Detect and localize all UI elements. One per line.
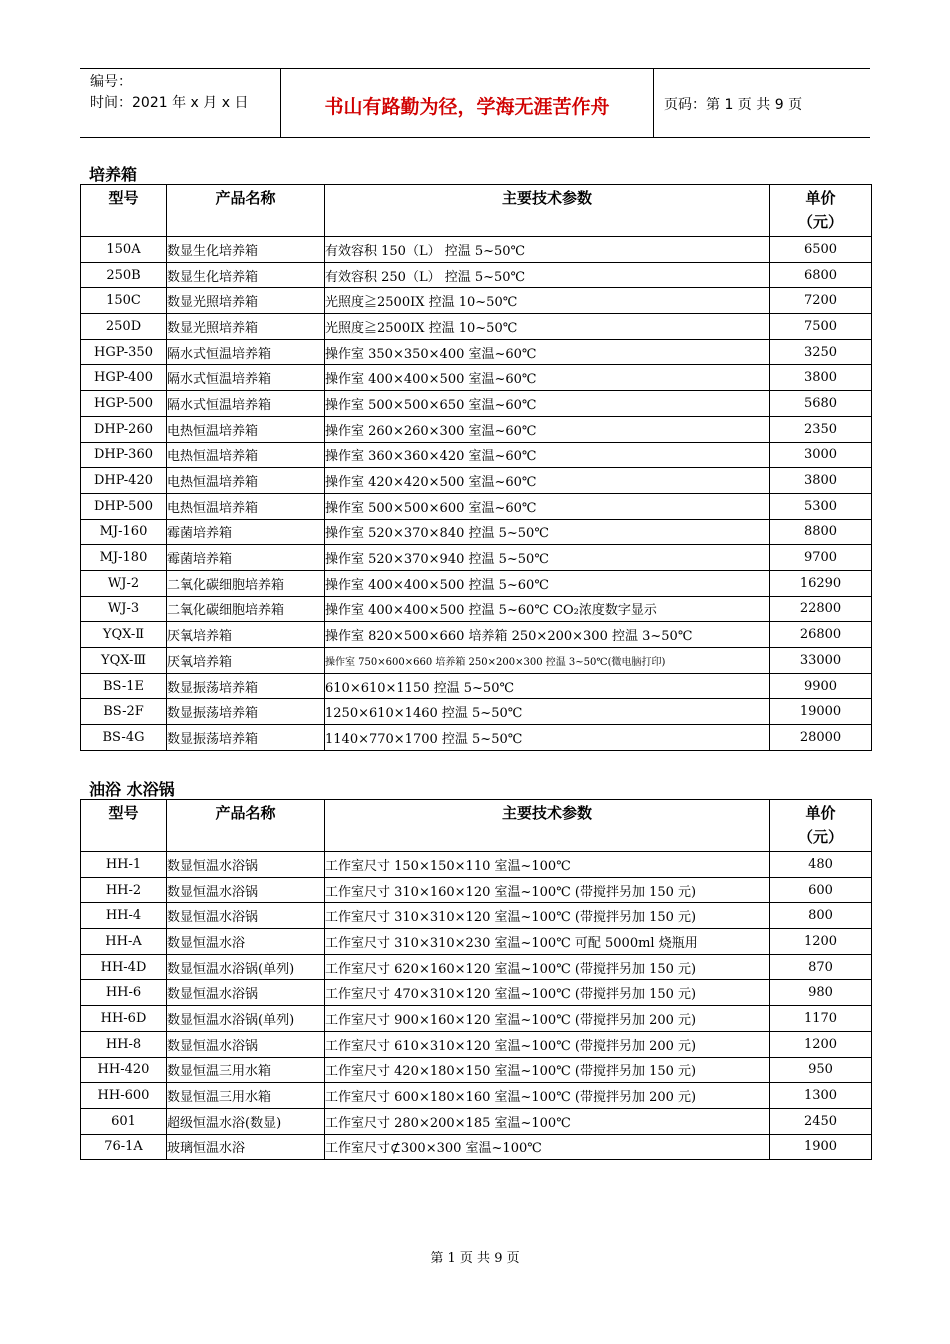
- model-cell: HH-4D: [81, 954, 167, 980]
- spec-cell: 工作室尺寸 310×160×120 室温~100℃ (带搅拌另加 150 元): [325, 877, 770, 903]
- spec-cell: 操作室 400×400×500 室温~60℃: [325, 365, 770, 391]
- price-cell: 8800: [770, 519, 872, 545]
- price-cell: 6800: [770, 262, 872, 288]
- model-cell: 601: [81, 1108, 167, 1134]
- price-cell: 16290: [770, 570, 872, 596]
- spec-cell: 操作室 350×350×400 室温~60℃: [325, 339, 770, 365]
- spec-cell: 操作室 500×500×650 室温~60℃: [325, 391, 770, 417]
- product-name-cell: 数显恒温水浴锅(单列): [167, 954, 325, 980]
- table-row: [81, 1134, 872, 1160]
- model-cell: 150A: [81, 237, 167, 263]
- price-cell: 33000: [770, 648, 872, 674]
- table-row: [81, 877, 872, 903]
- product-name-cell: 霉菌培养箱: [167, 519, 325, 545]
- incubator-price-table: [80, 184, 872, 751]
- spec-cell: 工作室尺寸 470×310×120 室温~100℃ (带搅拌另加 150 元): [325, 980, 770, 1006]
- table-row: [81, 648, 872, 674]
- spec-cell: 操作室 360×360×420 室温~60℃: [325, 442, 770, 468]
- page-footer: 第 1 页 共 9 页: [430, 1251, 520, 1266]
- price-cell: 3000: [770, 442, 872, 468]
- model-cell: HH-2: [81, 877, 167, 903]
- product-name-cell: 厌氧培养箱: [167, 622, 325, 648]
- incubator-table-body: [81, 237, 872, 751]
- price-cell: 28000: [770, 725, 872, 751]
- spec-cell: 工作室尺寸⊄300×300 室温~100℃: [325, 1134, 770, 1160]
- model-cell: BS-2F: [81, 699, 167, 725]
- model-cell: DHP-360: [81, 442, 167, 468]
- spec-cell: 操作室 520×370×940 控温 5~50℃: [325, 545, 770, 571]
- model-cell: HH-420: [81, 1057, 167, 1083]
- table-row: [81, 468, 872, 494]
- price-cell: 7200: [770, 288, 872, 314]
- product-name-cell: 数显恒温水浴锅: [167, 980, 325, 1006]
- table-row: [81, 980, 872, 1006]
- model-cell: HH-1: [81, 852, 167, 878]
- price-cell: 480: [770, 852, 872, 878]
- column-header-model: 型号: [81, 800, 167, 852]
- product-name-cell: 电热恒温培养箱: [167, 442, 325, 468]
- product-name-cell: 电热恒温培养箱: [167, 493, 325, 519]
- price-cell: 1170: [770, 1006, 872, 1032]
- price-cell: 9700: [770, 545, 872, 571]
- price-cell: 600: [770, 877, 872, 903]
- page-header: [80, 68, 870, 138]
- model-cell: 150C: [81, 288, 167, 314]
- price-cell: 1900: [770, 1134, 872, 1160]
- price-cell: 3250: [770, 339, 872, 365]
- price-header-unit: （元）: [797, 828, 843, 846]
- table-row: [81, 416, 872, 442]
- spec-cell: 工作室尺寸 600×180×160 室温~100℃ (带搅拌另加 200 元): [325, 1083, 770, 1109]
- table-row: [81, 339, 872, 365]
- table-row: [81, 262, 872, 288]
- model-cell: MJ-180: [81, 545, 167, 571]
- product-name-cell: 数显生化培养箱: [167, 262, 325, 288]
- product-name-cell: 数显恒温水浴锅: [167, 1031, 325, 1057]
- bath-table-body: [81, 852, 872, 1160]
- model-cell: HH-A: [81, 929, 167, 955]
- column-header-product-name: 产品名称: [167, 800, 325, 852]
- spec-cell: 有效容积 250（L） 控温 5~50℃: [325, 262, 770, 288]
- table-row: [81, 237, 872, 263]
- product-name-cell: 二氧化碳细胞培养箱: [167, 596, 325, 622]
- price-cell: 870: [770, 954, 872, 980]
- model-cell: MJ-160: [81, 519, 167, 545]
- spec-cell: 工作室尺寸 610×310×120 室温~100℃ (带搅拌另加 200 元): [325, 1031, 770, 1057]
- table-row: [81, 852, 872, 878]
- model-cell: 250D: [81, 314, 167, 340]
- product-name-cell: 数显光照培养箱: [167, 288, 325, 314]
- table-row: [81, 442, 872, 468]
- table-row: [81, 725, 872, 751]
- serial-label: 编号：: [90, 74, 132, 90]
- table-row: [81, 365, 872, 391]
- spec-cell: 操作室 820×500×660 培养箱 250×200×300 控温 3~50℃: [325, 622, 770, 648]
- price-cell: 1200: [770, 929, 872, 955]
- model-cell: BS-1E: [81, 673, 167, 699]
- model-cell: BS-4G: [81, 725, 167, 751]
- price-cell: 3800: [770, 365, 872, 391]
- price-cell: 800: [770, 903, 872, 929]
- date-label: 时间：2021 年 x 月 x 日: [90, 95, 249, 111]
- table-row: [81, 699, 872, 725]
- model-cell: HH-6D: [81, 1006, 167, 1032]
- spec-cell: 光照度≧2500IX 控温 10~50℃: [325, 314, 770, 340]
- price-cell: 19000: [770, 699, 872, 725]
- table-row: [81, 314, 872, 340]
- price-cell: 5300: [770, 493, 872, 519]
- price-cell: 5680: [770, 391, 872, 417]
- model-cell: WJ-2: [81, 570, 167, 596]
- column-header-specs: 主要技术参数: [325, 800, 770, 852]
- model-cell: WJ-3: [81, 596, 167, 622]
- column-header-specs: 主要技术参数: [325, 185, 770, 237]
- product-name-cell: 数显恒温水浴锅: [167, 903, 325, 929]
- model-cell: HGP-400: [81, 365, 167, 391]
- table-row: [81, 673, 872, 699]
- table-header-row: [81, 185, 872, 237]
- spec-cell: 工作室尺寸 900×160×120 室温~100℃ (带搅拌另加 200 元): [325, 1006, 770, 1032]
- spec-cell: 工作室尺寸 310×310×120 室温~100℃ (带搅拌另加 150 元): [325, 903, 770, 929]
- price-cell: 3800: [770, 468, 872, 494]
- price-header-label: 单价: [805, 189, 836, 207]
- spec-cell: 1250×610×1460 控温 5~50℃: [325, 699, 770, 725]
- price-cell: 2450: [770, 1108, 872, 1134]
- price-cell: 1300: [770, 1083, 872, 1109]
- spec-cell: 操作室 750×600×660 培养箱 250×200×300 控温 3~50℃(微电脑打印): [325, 648, 770, 674]
- product-name-cell: 隔水式恒温培养箱: [167, 365, 325, 391]
- table-row: [81, 493, 872, 519]
- bath-price-table: [80, 799, 872, 1160]
- table-row: [81, 1006, 872, 1032]
- table-row: [81, 288, 872, 314]
- model-cell: YQX-Ⅱ: [81, 622, 167, 648]
- price-cell: 980: [770, 980, 872, 1006]
- bath-section-title: 油浴 水浴锅: [89, 780, 175, 799]
- product-name-cell: 数显恒温水浴锅(单列): [167, 1006, 325, 1032]
- table-row: [81, 570, 872, 596]
- price-cell: 6500: [770, 237, 872, 263]
- table-row: [81, 596, 872, 622]
- spec-cell: 操作室 260×260×300 室温~60℃: [325, 416, 770, 442]
- product-name-cell: 数显振荡培养箱: [167, 725, 325, 751]
- table-row: [81, 622, 872, 648]
- spec-cell: 工作室尺寸 420×180×150 室温~100℃ (带搅拌另加 150 元): [325, 1057, 770, 1083]
- incubator-section-title: 培养箱: [89, 165, 138, 184]
- column-header-model: 型号: [81, 185, 167, 237]
- product-name-cell: 数显振荡培养箱: [167, 699, 325, 725]
- product-name-cell: 数显光照培养箱: [167, 314, 325, 340]
- price-cell: 1200: [770, 1031, 872, 1057]
- spec-cell: 操作室 420×420×500 室温~60℃: [325, 468, 770, 494]
- spec-cell: 1140×770×1700 控温 5~50℃: [325, 725, 770, 751]
- model-cell: HGP-350: [81, 339, 167, 365]
- price-cell: 950: [770, 1057, 872, 1083]
- price-cell: 26800: [770, 622, 872, 648]
- model-cell: HGP-500: [81, 391, 167, 417]
- header-page-info: 页码：第 1 页 共 9 页: [664, 97, 803, 113]
- table-row: [81, 1108, 872, 1134]
- model-cell: HH-8: [81, 1031, 167, 1057]
- table-row: [81, 519, 872, 545]
- spec-cell: 操作室 400×400×500 控温 5~60℃ CO₂浓度数字显示: [325, 596, 770, 622]
- spec-cell: 有效容积 150（L） 控温 5~50℃: [325, 237, 770, 263]
- product-name-cell: 数显生化培养箱: [167, 237, 325, 263]
- product-name-cell: 厌氧培养箱: [167, 648, 325, 674]
- product-name-cell: 数显恒温水浴: [167, 929, 325, 955]
- product-name-cell: 数显恒温水浴锅: [167, 877, 325, 903]
- model-cell: 250B: [81, 262, 167, 288]
- spec-cell: 操作室 500×500×600 室温~60℃: [325, 493, 770, 519]
- spec-cell: 操作室 400×400×500 控温 5~60℃: [325, 570, 770, 596]
- price-header-unit: （元）: [797, 213, 843, 231]
- price-cell: 22800: [770, 596, 872, 622]
- spec-cell: 工作室尺寸 280×200×185 室温~100℃: [325, 1108, 770, 1134]
- spec-cell: 光照度≧2500IX 控温 10~50℃: [325, 288, 770, 314]
- price-cell: 9900: [770, 673, 872, 699]
- column-header-price: [770, 185, 872, 237]
- table-row: [81, 903, 872, 929]
- product-name-cell: 隔水式恒温培养箱: [167, 391, 325, 417]
- product-name-cell: 数显恒温三用水箱: [167, 1057, 325, 1083]
- product-name-cell: 二氧化碳细胞培养箱: [167, 570, 325, 596]
- table-row: [81, 929, 872, 955]
- table-header-row: [81, 800, 872, 852]
- product-name-cell: 数显恒温水浴锅: [167, 852, 325, 878]
- product-name-cell: 玻璃恒温水浴: [167, 1134, 325, 1160]
- spec-cell: 610×610×1150 控温 5~50℃: [325, 673, 770, 699]
- header-motto: 书山有路勤为径，学海无涯苦作舟: [281, 69, 654, 137]
- price-cell: 2350: [770, 416, 872, 442]
- spec-cell: 工作室尺寸 150×150×110 室温~100℃: [325, 852, 770, 878]
- product-name-cell: 超级恒温水浴(数显): [167, 1108, 325, 1134]
- model-cell: DHP-420: [81, 468, 167, 494]
- table-row: [81, 1031, 872, 1057]
- spec-cell: 工作室尺寸 310×310×230 室温~100℃ 可配 5000ml 烧瓶用: [325, 929, 770, 955]
- spec-cell: 工作室尺寸 620×160×120 室温~100℃ (带搅拌另加 150 元): [325, 954, 770, 980]
- product-name-cell: 数显恒温三用水箱: [167, 1083, 325, 1109]
- model-cell: YQX-Ⅲ: [81, 648, 167, 674]
- product-name-cell: 电热恒温培养箱: [167, 468, 325, 494]
- product-name-cell: 电热恒温培养箱: [167, 416, 325, 442]
- spec-cell: 操作室 520×370×840 控温 5~50℃: [325, 519, 770, 545]
- column-header-price: [770, 800, 872, 852]
- model-cell: HH-600: [81, 1083, 167, 1109]
- model-cell: 76-1A: [81, 1134, 167, 1160]
- header-meta: [80, 69, 281, 137]
- price-cell: 7500: [770, 314, 872, 340]
- model-cell: DHP-260: [81, 416, 167, 442]
- table-row: [81, 954, 872, 980]
- model-cell: DHP-500: [81, 493, 167, 519]
- product-name-cell: 数显振荡培养箱: [167, 673, 325, 699]
- model-cell: HH-4: [81, 903, 167, 929]
- price-header-label: 单价: [805, 804, 836, 822]
- product-name-cell: 隔水式恒温培养箱: [167, 339, 325, 365]
- column-header-product-name: 产品名称: [167, 185, 325, 237]
- model-cell: HH-6: [81, 980, 167, 1006]
- table-row: [81, 391, 872, 417]
- table-row: [81, 1083, 872, 1109]
- table-row: [81, 545, 872, 571]
- product-name-cell: 霉菌培养箱: [167, 545, 325, 571]
- table-row: [81, 1057, 872, 1083]
